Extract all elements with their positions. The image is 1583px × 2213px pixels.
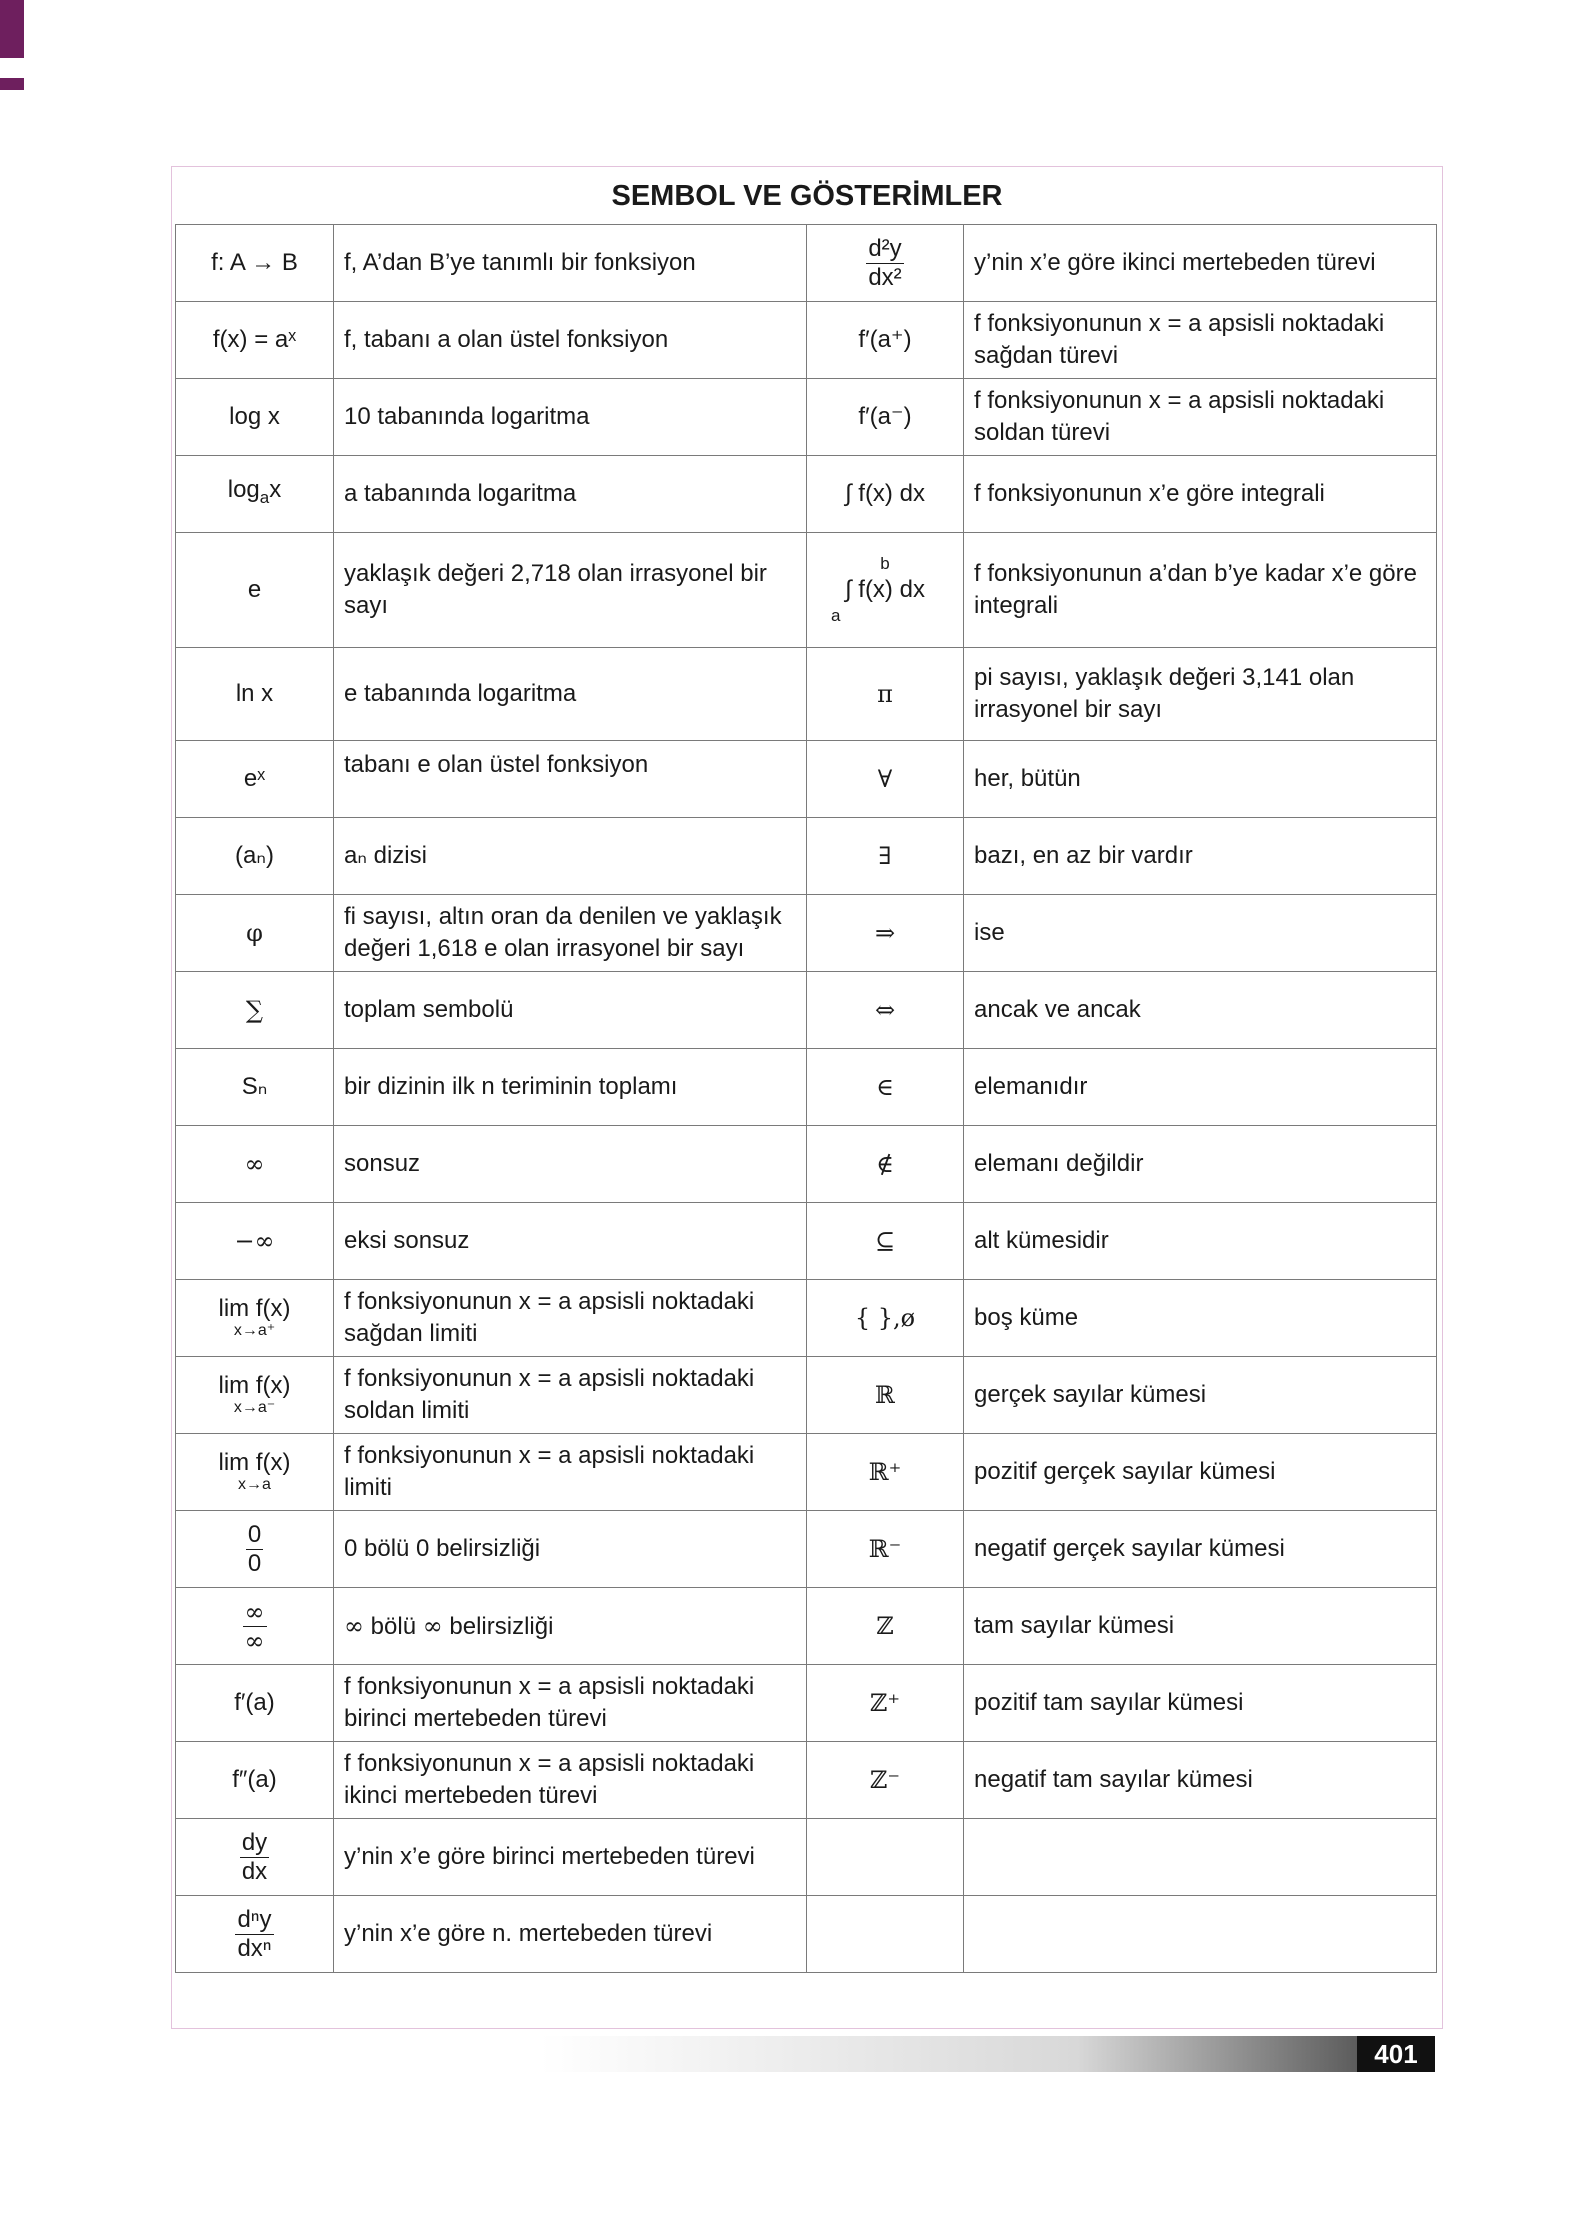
table-row [176, 818, 1437, 895]
symbol-cell: ∃ [807, 818, 964, 895]
description-cell: y’nin x’e göre ikinci mertebeden türevi [964, 225, 1437, 302]
description-cell: negatif tam sayılar kümesi [964, 1742, 1437, 1819]
description-cell: boş küme [964, 1280, 1437, 1357]
description-cell [334, 818, 807, 895]
description-cell: sonsuz [334, 1126, 807, 1203]
description-cell: f fonksiyonunun x = a apsisli noktadaki ikinci mertebeden türevi [334, 1742, 807, 1819]
description-cell [964, 1819, 1437, 1896]
table-row [176, 895, 1437, 972]
symbol-cell: f″(a) [176, 1742, 334, 1819]
symbol-cell: ∞ [176, 1126, 334, 1203]
symbol-cell: ⊆ [807, 1203, 964, 1280]
description-cell: 0 bölü 0 belirsizliği [334, 1511, 807, 1588]
description-cell: f, A’dan B’ye tanımlı bir fonksiyon [334, 225, 807, 302]
footer-gradient-bar [540, 2036, 1435, 2072]
symbol-cell: f′(a⁺) [807, 302, 964, 379]
description-cell: toplam sembolü [334, 972, 807, 1049]
fraction [240, 1829, 269, 1886]
description-cell: eksi sonsuz [334, 1203, 807, 1280]
log-argument: x [269, 476, 282, 504]
table-row [176, 456, 1437, 533]
table-row [176, 1203, 1437, 1280]
symbol-cell: ℝ [807, 1357, 964, 1434]
symbol-cell [807, 1819, 964, 1896]
description-cell: f fonksiyonunun x = a apsisli noktadaki birinci mertebeden türevi [334, 1665, 807, 1742]
symbol-cell: π [807, 648, 964, 741]
symbol-cell: ℤ⁺ [807, 1665, 964, 1742]
fraction-denominator: dx² [868, 263, 902, 291]
description-cell: e tabanında logaritma [334, 648, 807, 741]
fraction-numerator: dy [241, 1828, 268, 1856]
description-cell: f fonksiyonunun x = a apsisli noktadaki limiti [334, 1434, 807, 1511]
table-row [176, 1511, 1437, 1588]
log-base: a [259, 487, 270, 507]
page-title: SEMBOL VE GÖSTERİMLER [611, 180, 1003, 212]
table-row [176, 1049, 1437, 1126]
integral-upper-limit: b [880, 554, 890, 573]
fraction-numerator: 0 [247, 1520, 262, 1548]
description-cell: bir dizinin ilk n teriminin toplamı [334, 1049, 807, 1126]
symbol-cell: ∑ [176, 972, 334, 1049]
description-cell: y’nin x’e göre n. mertebeden türevi [334, 1896, 807, 1973]
table-row [176, 302, 1437, 379]
fraction-numerator: dⁿy [237, 1905, 272, 1933]
description-cell: pozitif tam sayılar kümesi [964, 1665, 1437, 1742]
description-cell: ise [964, 895, 1437, 972]
symbol-cell [176, 1896, 334, 1973]
limit-subscript: x→a⁻ [233, 1399, 276, 1416]
symbol-cell: eˣ [176, 741, 334, 818]
description-cell: y’nin x’e göre birinci mertebeden türevi [334, 1819, 807, 1896]
symbol-cell: ⇔ [807, 972, 964, 1049]
description-cell: pi sayısı, yaklaşık değeri 3,141 olan irrasyonel bir sayı [964, 648, 1437, 741]
description-cell: f fonksiyonunun x = a apsisli noktadaki sağdan türevi [964, 302, 1437, 379]
symbol-cell: −∞ [176, 1203, 334, 1280]
symbol-cell [176, 1819, 334, 1896]
table-row [176, 379, 1437, 456]
symbol-cell: ℤ⁻ [807, 1742, 964, 1819]
description-cell: gerçek sayılar kümesi [964, 1357, 1437, 1434]
symbol-cell: ln x [176, 648, 334, 741]
symbol-cell: ⇒ [807, 895, 964, 972]
symbol-cell: ∀ [807, 741, 964, 818]
symbol-cell: { },ø [807, 1280, 964, 1357]
description-cell: alt kümesidir [964, 1203, 1437, 1280]
description-cell: elemanı değildir [964, 1126, 1437, 1203]
description-text: bölü [370, 1612, 417, 1640]
fraction-denominator: dx [241, 1857, 268, 1885]
symbol-cell [176, 1434, 334, 1511]
description-cell: her, bütün [964, 741, 1437, 818]
table-row [176, 741, 1437, 818]
limit-main: lim f(x) [218, 1449, 291, 1476]
table-row [176, 1742, 1437, 1819]
symbol-cell [176, 1357, 334, 1434]
symbol-cell: f: A → B [176, 225, 334, 302]
description-text: belirsizliği [449, 1612, 554, 1640]
symbol-cell: (aₙ) [176, 818, 334, 895]
infinity-symbol: ∞ [344, 1611, 364, 1640]
symbol-cell: Sₙ [176, 1049, 334, 1126]
log-label: log [227, 476, 260, 504]
symbol-cell [807, 225, 964, 302]
symbol-cell: f′(a⁻) [807, 379, 964, 456]
symbol-cell: f(x) = aˣ [176, 302, 334, 379]
limit-main: lim f(x) [218, 1372, 291, 1399]
integral-lower-limit: a [831, 606, 841, 625]
table-row [176, 648, 1437, 741]
table-row [176, 1280, 1437, 1357]
symbol-cell [176, 456, 334, 533]
description-cell: negatif gerçek sayılar kümesi [964, 1511, 1437, 1588]
limit-expression [219, 1450, 291, 1494]
fraction [866, 235, 903, 292]
description-cell: tam sayılar kümesi [964, 1588, 1437, 1665]
description-cell [964, 1896, 1437, 1973]
table-row [176, 533, 1437, 648]
description-cell: f, tabanı a olan üstel fonksiyon [334, 302, 807, 379]
description-cell: fi sayısı, altın oran da denilen ve yaklaşık değeri 1,618 e olan irrasyonel bir sayı [334, 895, 807, 972]
description-cell: f fonksiyonunun a’dan b’ye kadar x’e göre integrali [964, 533, 1437, 648]
table-row [176, 1126, 1437, 1203]
fraction [235, 1906, 273, 1963]
limit-subscript: x→a [238, 1476, 271, 1493]
table-row [176, 972, 1437, 1049]
limit-main: lim f(x) [218, 1295, 291, 1322]
symbol-cell: ∫ f(x) dx [807, 456, 964, 533]
symbol-cell [176, 1588, 334, 1665]
symbol-cell: ℝ⁻ [807, 1511, 964, 1588]
corner-accent-bar [0, 0, 24, 58]
symbols-table [175, 224, 1437, 1973]
limit-subscript: x→a⁺ [233, 1322, 276, 1339]
symbol-cell: ℤ [807, 1588, 964, 1665]
table-row [176, 1434, 1437, 1511]
description-cell: yaklaşık değeri 2,718 olan irrasyonel bir sayı [334, 533, 807, 648]
fraction-numerator: ∞ [244, 1597, 265, 1626]
fraction-denominator: 0 [247, 1549, 262, 1577]
description-cell: tabanı e olan üstel fonksiyon [334, 741, 807, 818]
symbol-cell [807, 533, 964, 648]
fraction-denominator: dxⁿ [237, 1934, 272, 1962]
symbol-cell [176, 1280, 334, 1357]
description-cell: f fonksiyonunun x = a apsisli noktadaki soldan limiti [334, 1357, 807, 1434]
table-row [176, 225, 1437, 302]
description-cell: ancak ve ancak [964, 972, 1437, 1049]
fraction-denominator: ∞ [244, 1626, 265, 1655]
description-cell: bazı, en az bir vardır [964, 818, 1437, 895]
table-row [176, 1896, 1437, 1973]
symbol-cell: f′(a) [176, 1665, 334, 1742]
symbol-cell [176, 1511, 334, 1588]
fraction-numerator: d²y [868, 234, 902, 262]
fraction [243, 1598, 267, 1655]
symbol-cell: ∉ [807, 1126, 964, 1203]
table-row [176, 1665, 1437, 1742]
symbol-cell: log x [176, 379, 334, 456]
table-row [176, 1588, 1437, 1665]
limit-expression [219, 1296, 291, 1340]
sequence-symbol: aₙ [344, 842, 367, 869]
symbol-cell: ℝ⁺ [807, 1434, 964, 1511]
table-row [176, 1819, 1437, 1896]
table-row [176, 1357, 1437, 1434]
description-cell: f fonksiyonunun x’e göre integrali [964, 456, 1437, 533]
symbol-cell: e [176, 533, 334, 648]
page-number: 401 [1357, 2036, 1435, 2072]
corner-accent-mark [0, 78, 24, 90]
description-text: dizisi [373, 842, 427, 869]
description-cell: f fonksiyonunun x = a apsisli noktadaki sağdan limiti [334, 1280, 807, 1357]
description-cell: pozitif gerçek sayılar kümesi [964, 1434, 1437, 1511]
symbol-cell: φ [176, 895, 334, 972]
infinity-symbol: ∞ [422, 1611, 443, 1640]
limit-expression [219, 1373, 291, 1417]
definite-integral: ∫ f(x) dx [845, 576, 925, 603]
description-cell: 10 tabanında logaritma [334, 379, 807, 456]
description-cell: elemanıdır [964, 1049, 1437, 1126]
description-cell [334, 1588, 807, 1665]
description-cell: a tabanında logaritma [334, 456, 807, 533]
symbol-cell: ∈ [807, 1049, 964, 1126]
symbol-cell [807, 1896, 964, 1973]
description-cell: f fonksiyonunun x = a apsisli noktadaki soldan türevi [964, 379, 1437, 456]
fraction [246, 1521, 263, 1578]
